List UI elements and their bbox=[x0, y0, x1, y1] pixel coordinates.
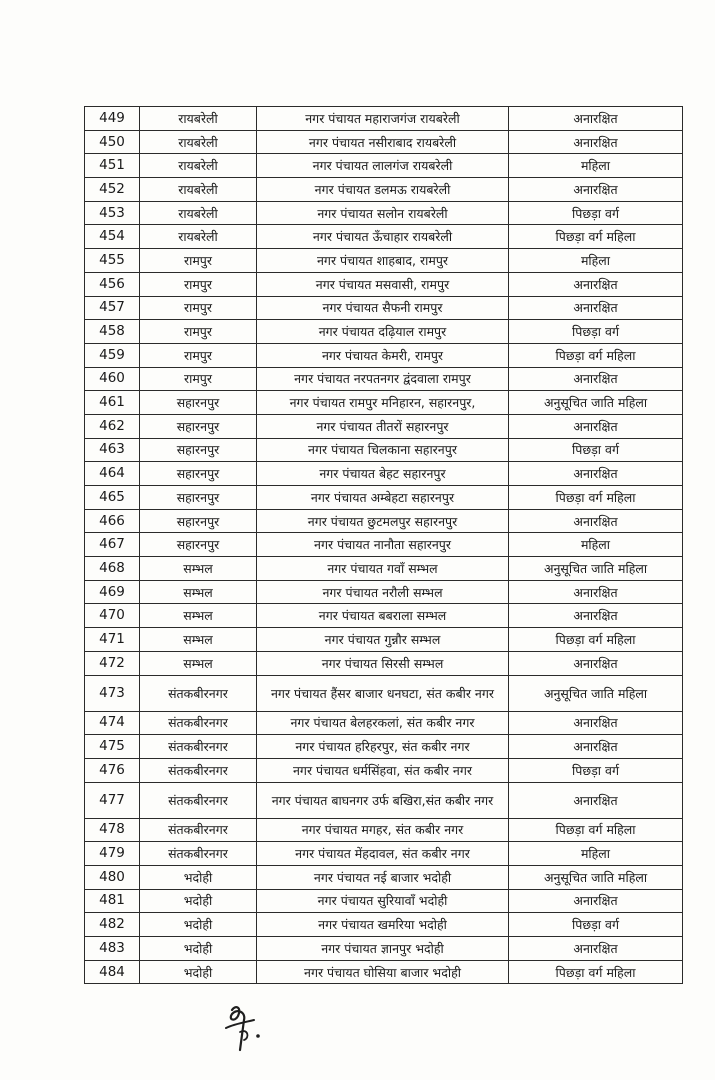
reservation-category-cell: पिछड़ा वर्ग bbox=[509, 201, 683, 225]
reservation-category-cell: अनारक्षित bbox=[509, 782, 683, 818]
table-row bbox=[85, 438, 683, 462]
nagar-panchayat-cell: नगर पंचायत ऊँचाहार रायबरेली bbox=[257, 225, 509, 249]
table-row bbox=[85, 782, 683, 818]
district-cell: रायबरेली bbox=[140, 201, 257, 225]
district-cell: रायबरेली bbox=[140, 225, 257, 249]
serial-number-cell: 450 bbox=[85, 130, 140, 154]
reservation-category-cell: महिला bbox=[509, 249, 683, 273]
nagar-panchayat-cell: नगर पंचायत नसीराबाद रायबरेली bbox=[257, 130, 509, 154]
table-row bbox=[85, 675, 683, 711]
reservation-category-cell: पिछड़ा वर्ग महिला bbox=[509, 628, 683, 652]
reservation-category-cell: पिछड़ा वर्ग bbox=[509, 758, 683, 782]
nagar-panchayat-cell: नगर पंचायत नई बाजार भदोही bbox=[257, 865, 509, 889]
reservation-category-cell: पिछड़ा वर्ग महिला bbox=[509, 343, 683, 367]
serial-number-cell: 466 bbox=[85, 509, 140, 533]
reservation-category-cell: अनारक्षित bbox=[509, 367, 683, 391]
serial-number-cell: 478 bbox=[85, 818, 140, 842]
nagar-panchayat-cell: नगर पंचायत मेंहदावल, संत कबीर नगर bbox=[257, 842, 509, 866]
serial-number-cell: 482 bbox=[85, 913, 140, 937]
reservation-category-cell: अनारक्षित bbox=[509, 509, 683, 533]
nagar-panchayat-cell: नगर पंचायत गुन्नौर सम्भल bbox=[257, 628, 509, 652]
nagar-panchayat-cell: नगर पंचायत सलोन रायबरेली bbox=[257, 201, 509, 225]
reservation-category-cell: पिछड़ा वर्ग महिला bbox=[509, 486, 683, 510]
table-row bbox=[85, 889, 683, 913]
table-row bbox=[85, 201, 683, 225]
district-cell: रायबरेली bbox=[140, 130, 257, 154]
reservation-category-cell: पिछड़ा वर्ग bbox=[509, 913, 683, 937]
nagar-panchayat-cell: नगर पंचायत बाघनगर उर्फ बखिरा,संत कबीर नगर bbox=[257, 782, 509, 818]
reservation-category-cell: अनारक्षित bbox=[509, 272, 683, 296]
serial-number-cell: 477 bbox=[85, 782, 140, 818]
reservation-category-cell: अनारक्षित bbox=[509, 107, 683, 131]
table-row bbox=[85, 296, 683, 320]
serial-number-cell: 470 bbox=[85, 604, 140, 628]
district-cell: रामपुर bbox=[140, 272, 257, 296]
district-cell: भदोही bbox=[140, 960, 257, 984]
serial-number-cell: 462 bbox=[85, 414, 140, 438]
district-cell: सम्भल bbox=[140, 580, 257, 604]
serial-number-cell: 468 bbox=[85, 557, 140, 581]
district-cell: भदोही bbox=[140, 937, 257, 961]
reservation-category-cell: अनारक्षित bbox=[509, 580, 683, 604]
table-row bbox=[85, 343, 683, 367]
district-cell: संतकबीरनगर bbox=[140, 735, 257, 759]
table-row bbox=[85, 391, 683, 415]
district-cell: सहारनपुर bbox=[140, 486, 257, 510]
table-row bbox=[85, 107, 683, 131]
serial-number-cell: 480 bbox=[85, 865, 140, 889]
nagar-panchayat-cell: नगर पंचायत अम्बेहटा सहारनपुर bbox=[257, 486, 509, 510]
district-cell: सहारनपुर bbox=[140, 462, 257, 486]
nagar-panchayat-cell: नगर पंचायत सिरसी सम्भल bbox=[257, 651, 509, 675]
nagar-panchayat-cell: नगर पंचायत घोसिया बाजार भदोही bbox=[257, 960, 509, 984]
reservation-category-cell: पिछड़ा वर्ग महिला bbox=[509, 960, 683, 984]
district-cell: सहारनपुर bbox=[140, 509, 257, 533]
serial-number-cell: 458 bbox=[85, 320, 140, 344]
reservation-category-cell: अनारक्षित bbox=[509, 462, 683, 486]
table-row bbox=[85, 486, 683, 510]
reservation-category-cell: अनारक्षित bbox=[509, 604, 683, 628]
table-row bbox=[85, 414, 683, 438]
district-cell: रामपुर bbox=[140, 249, 257, 273]
nagar-panchayat-cell: नगर पंचायत चिलकाना सहारनपुर bbox=[257, 438, 509, 462]
district-cell: संतकबीरनगर bbox=[140, 758, 257, 782]
reservation-category-cell: अनारक्षित bbox=[509, 937, 683, 961]
district-cell: रायबरेली bbox=[140, 178, 257, 202]
reservation-category-cell: पिछड़ा वर्ग bbox=[509, 438, 683, 462]
district-cell: रायबरेली bbox=[140, 154, 257, 178]
nagar-panchayat-cell: नगर पंचायत रामपुर मनिहारन, सहारनपुर, bbox=[257, 391, 509, 415]
table-row bbox=[85, 130, 683, 154]
nagar-panchayat-cell: नगर पंचायत नानौता सहारनपुर bbox=[257, 533, 509, 557]
serial-number-cell: 459 bbox=[85, 343, 140, 367]
district-cell: सम्भल bbox=[140, 604, 257, 628]
district-cell: भदोही bbox=[140, 865, 257, 889]
serial-number-cell: 481 bbox=[85, 889, 140, 913]
serial-number-cell: 464 bbox=[85, 462, 140, 486]
table-row bbox=[85, 557, 683, 581]
serial-number-cell: 471 bbox=[85, 628, 140, 652]
table-row bbox=[85, 758, 683, 782]
reservation-category-cell: अनुसूचित जाति महिला bbox=[509, 557, 683, 581]
handwritten-signature-icon bbox=[218, 998, 268, 1056]
table-row bbox=[85, 225, 683, 249]
nagar-panchayat-cell: नगर पंचायत सुरियावाँ भदोही bbox=[257, 889, 509, 913]
nagar-panchayat-cell: नगर पंचायत छुटमलपुर सहारनपुर bbox=[257, 509, 509, 533]
nagar-panchayat-cell: नगर पंचायत हरिहरपुर, संत कबीर नगर bbox=[257, 735, 509, 759]
district-cell: संतकबीरनगर bbox=[140, 675, 257, 711]
table-row bbox=[85, 711, 683, 735]
table-row bbox=[85, 842, 683, 866]
nagar-panchayat-cell: नगर पंचायत मगहर, संत कबीर नगर bbox=[257, 818, 509, 842]
reservation-table bbox=[84, 106, 683, 984]
district-cell: संतकबीरनगर bbox=[140, 818, 257, 842]
serial-number-cell: 475 bbox=[85, 735, 140, 759]
reservation-category-cell: अनारक्षित bbox=[509, 711, 683, 735]
nagar-panchayat-cell: नगर पंचायत नरौली सम्भल bbox=[257, 580, 509, 604]
serial-number-cell: 472 bbox=[85, 651, 140, 675]
nagar-panchayat-cell: नगर पंचायत महाराजगंज रायबरेली bbox=[257, 107, 509, 131]
district-cell: सम्भल bbox=[140, 651, 257, 675]
reservation-category-cell: अनारक्षित bbox=[509, 178, 683, 202]
nagar-panchayat-cell: नगर पंचायत लालगंज रायबरेली bbox=[257, 154, 509, 178]
district-cell: सम्भल bbox=[140, 557, 257, 581]
table-row bbox=[85, 604, 683, 628]
serial-number-cell: 467 bbox=[85, 533, 140, 557]
nagar-panchayat-cell: नगर पंचायत शाहबाद, रामपुर bbox=[257, 249, 509, 273]
reservation-category-cell: महिला bbox=[509, 842, 683, 866]
nagar-panchayat-cell: नगर पंचायत गवाँ सम्भल bbox=[257, 557, 509, 581]
reservation-category-cell: अनारक्षित bbox=[509, 735, 683, 759]
table-row bbox=[85, 462, 683, 486]
table-row bbox=[85, 628, 683, 652]
serial-number-cell: 456 bbox=[85, 272, 140, 296]
serial-number-cell: 461 bbox=[85, 391, 140, 415]
reservation-category-cell: अनुसूचित जाति महिला bbox=[509, 675, 683, 711]
district-cell: रामपुर bbox=[140, 320, 257, 344]
reservation-category-cell: पिछड़ा वर्ग bbox=[509, 320, 683, 344]
reservation-category-cell: पिछड़ा वर्ग महिला bbox=[509, 818, 683, 842]
serial-number-cell: 479 bbox=[85, 842, 140, 866]
reservation-category-cell: अनारक्षित bbox=[509, 130, 683, 154]
nagar-panchayat-cell: नगर पंचायत तीतरों सहारनपुर bbox=[257, 414, 509, 438]
serial-number-cell: 455 bbox=[85, 249, 140, 273]
nagar-panchayat-cell: नगर पंचायत सैफनी रामपुर bbox=[257, 296, 509, 320]
nagar-panchayat-cell: नगर पंचायत मसवासी, रामपुर bbox=[257, 272, 509, 296]
table-row bbox=[85, 818, 683, 842]
table-row bbox=[85, 367, 683, 391]
district-cell: भदोही bbox=[140, 913, 257, 937]
serial-number-cell: 454 bbox=[85, 225, 140, 249]
reservation-category-cell: अनुसूचित जाति महिला bbox=[509, 391, 683, 415]
serial-number-cell: 483 bbox=[85, 937, 140, 961]
table-row bbox=[85, 865, 683, 889]
nagar-panchayat-cell: नगर पंचायत खमरिया भदोही bbox=[257, 913, 509, 937]
reservation-category-cell: अनुसूचित जाति महिला bbox=[509, 865, 683, 889]
district-cell: सहारनपुर bbox=[140, 438, 257, 462]
reservation-category-cell: अनारक्षित bbox=[509, 296, 683, 320]
reservation-category-cell: अनारक्षित bbox=[509, 651, 683, 675]
table-row bbox=[85, 735, 683, 759]
serial-number-cell: 473 bbox=[85, 675, 140, 711]
table-row bbox=[85, 937, 683, 961]
reservation-category-cell: अनारक्षित bbox=[509, 889, 683, 913]
district-cell: सहारनपुर bbox=[140, 533, 257, 557]
table-row bbox=[85, 320, 683, 344]
serial-number-cell: 457 bbox=[85, 296, 140, 320]
serial-number-cell: 474 bbox=[85, 711, 140, 735]
serial-number-cell: 460 bbox=[85, 367, 140, 391]
nagar-panchayat-cell: नगर पंचायत केमरी, रामपुर bbox=[257, 343, 509, 367]
table-row bbox=[85, 178, 683, 202]
district-cell: सम्भल bbox=[140, 628, 257, 652]
district-cell: संतकबीरनगर bbox=[140, 842, 257, 866]
district-cell: रामपुर bbox=[140, 296, 257, 320]
table-row bbox=[85, 913, 683, 937]
reservation-category-cell: पिछड़ा वर्ग महिला bbox=[509, 225, 683, 249]
nagar-panchayat-cell: नगर पंचायत नरपतनगर द्वंदवाला रामपुर bbox=[257, 367, 509, 391]
serial-number-cell: 451 bbox=[85, 154, 140, 178]
serial-number-cell: 469 bbox=[85, 580, 140, 604]
nagar-panchayat-cell: नगर पंचायत धर्मसिंहवा, संत कबीर नगर bbox=[257, 758, 509, 782]
nagar-panchayat-cell: नगर पंचायत डलमऊ रायबरेली bbox=[257, 178, 509, 202]
district-cell: सहारनपुर bbox=[140, 414, 257, 438]
district-cell: भदोही bbox=[140, 889, 257, 913]
table-row bbox=[85, 651, 683, 675]
nagar-panchayat-cell: नगर पंचायत बेहट सहारनपुर bbox=[257, 462, 509, 486]
reservation-category-cell: महिला bbox=[509, 533, 683, 557]
district-cell: संतकबीरनगर bbox=[140, 782, 257, 818]
nagar-panchayat-cell: नगर पंचायत बेलहरकलां, संत कबीर नगर bbox=[257, 711, 509, 735]
district-cell: रायबरेली bbox=[140, 107, 257, 131]
serial-number-cell: 463 bbox=[85, 438, 140, 462]
table-row bbox=[85, 249, 683, 273]
district-cell: सहारनपुर bbox=[140, 391, 257, 415]
serial-number-cell: 453 bbox=[85, 201, 140, 225]
district-cell: रामपुर bbox=[140, 343, 257, 367]
reservation-category-cell: अनारक्षित bbox=[509, 414, 683, 438]
table-row bbox=[85, 272, 683, 296]
reservation-table-body bbox=[85, 107, 683, 984]
serial-number-cell: 476 bbox=[85, 758, 140, 782]
table-row bbox=[85, 580, 683, 604]
district-cell: संतकबीरनगर bbox=[140, 711, 257, 735]
reservation-category-cell: महिला bbox=[509, 154, 683, 178]
serial-number-cell: 465 bbox=[85, 486, 140, 510]
serial-number-cell: 452 bbox=[85, 178, 140, 202]
serial-number-cell: 449 bbox=[85, 107, 140, 131]
table-row bbox=[85, 154, 683, 178]
serial-number-cell: 484 bbox=[85, 960, 140, 984]
table-row bbox=[85, 960, 683, 984]
district-cell: रामपुर bbox=[140, 367, 257, 391]
nagar-panchayat-cell: नगर पंचायत दढ़ियाल रामपुर bbox=[257, 320, 509, 344]
table-row bbox=[85, 509, 683, 533]
nagar-panchayat-cell: नगर पंचायत ज्ञानपुर भदोही bbox=[257, 937, 509, 961]
nagar-panchayat-cell: नगर पंचायत बबराला सम्भल bbox=[257, 604, 509, 628]
nagar-panchayat-cell: नगर पंचायत हैंसर बाजार धनघटा, संत कबीर नगर bbox=[257, 675, 509, 711]
table-row bbox=[85, 533, 683, 557]
